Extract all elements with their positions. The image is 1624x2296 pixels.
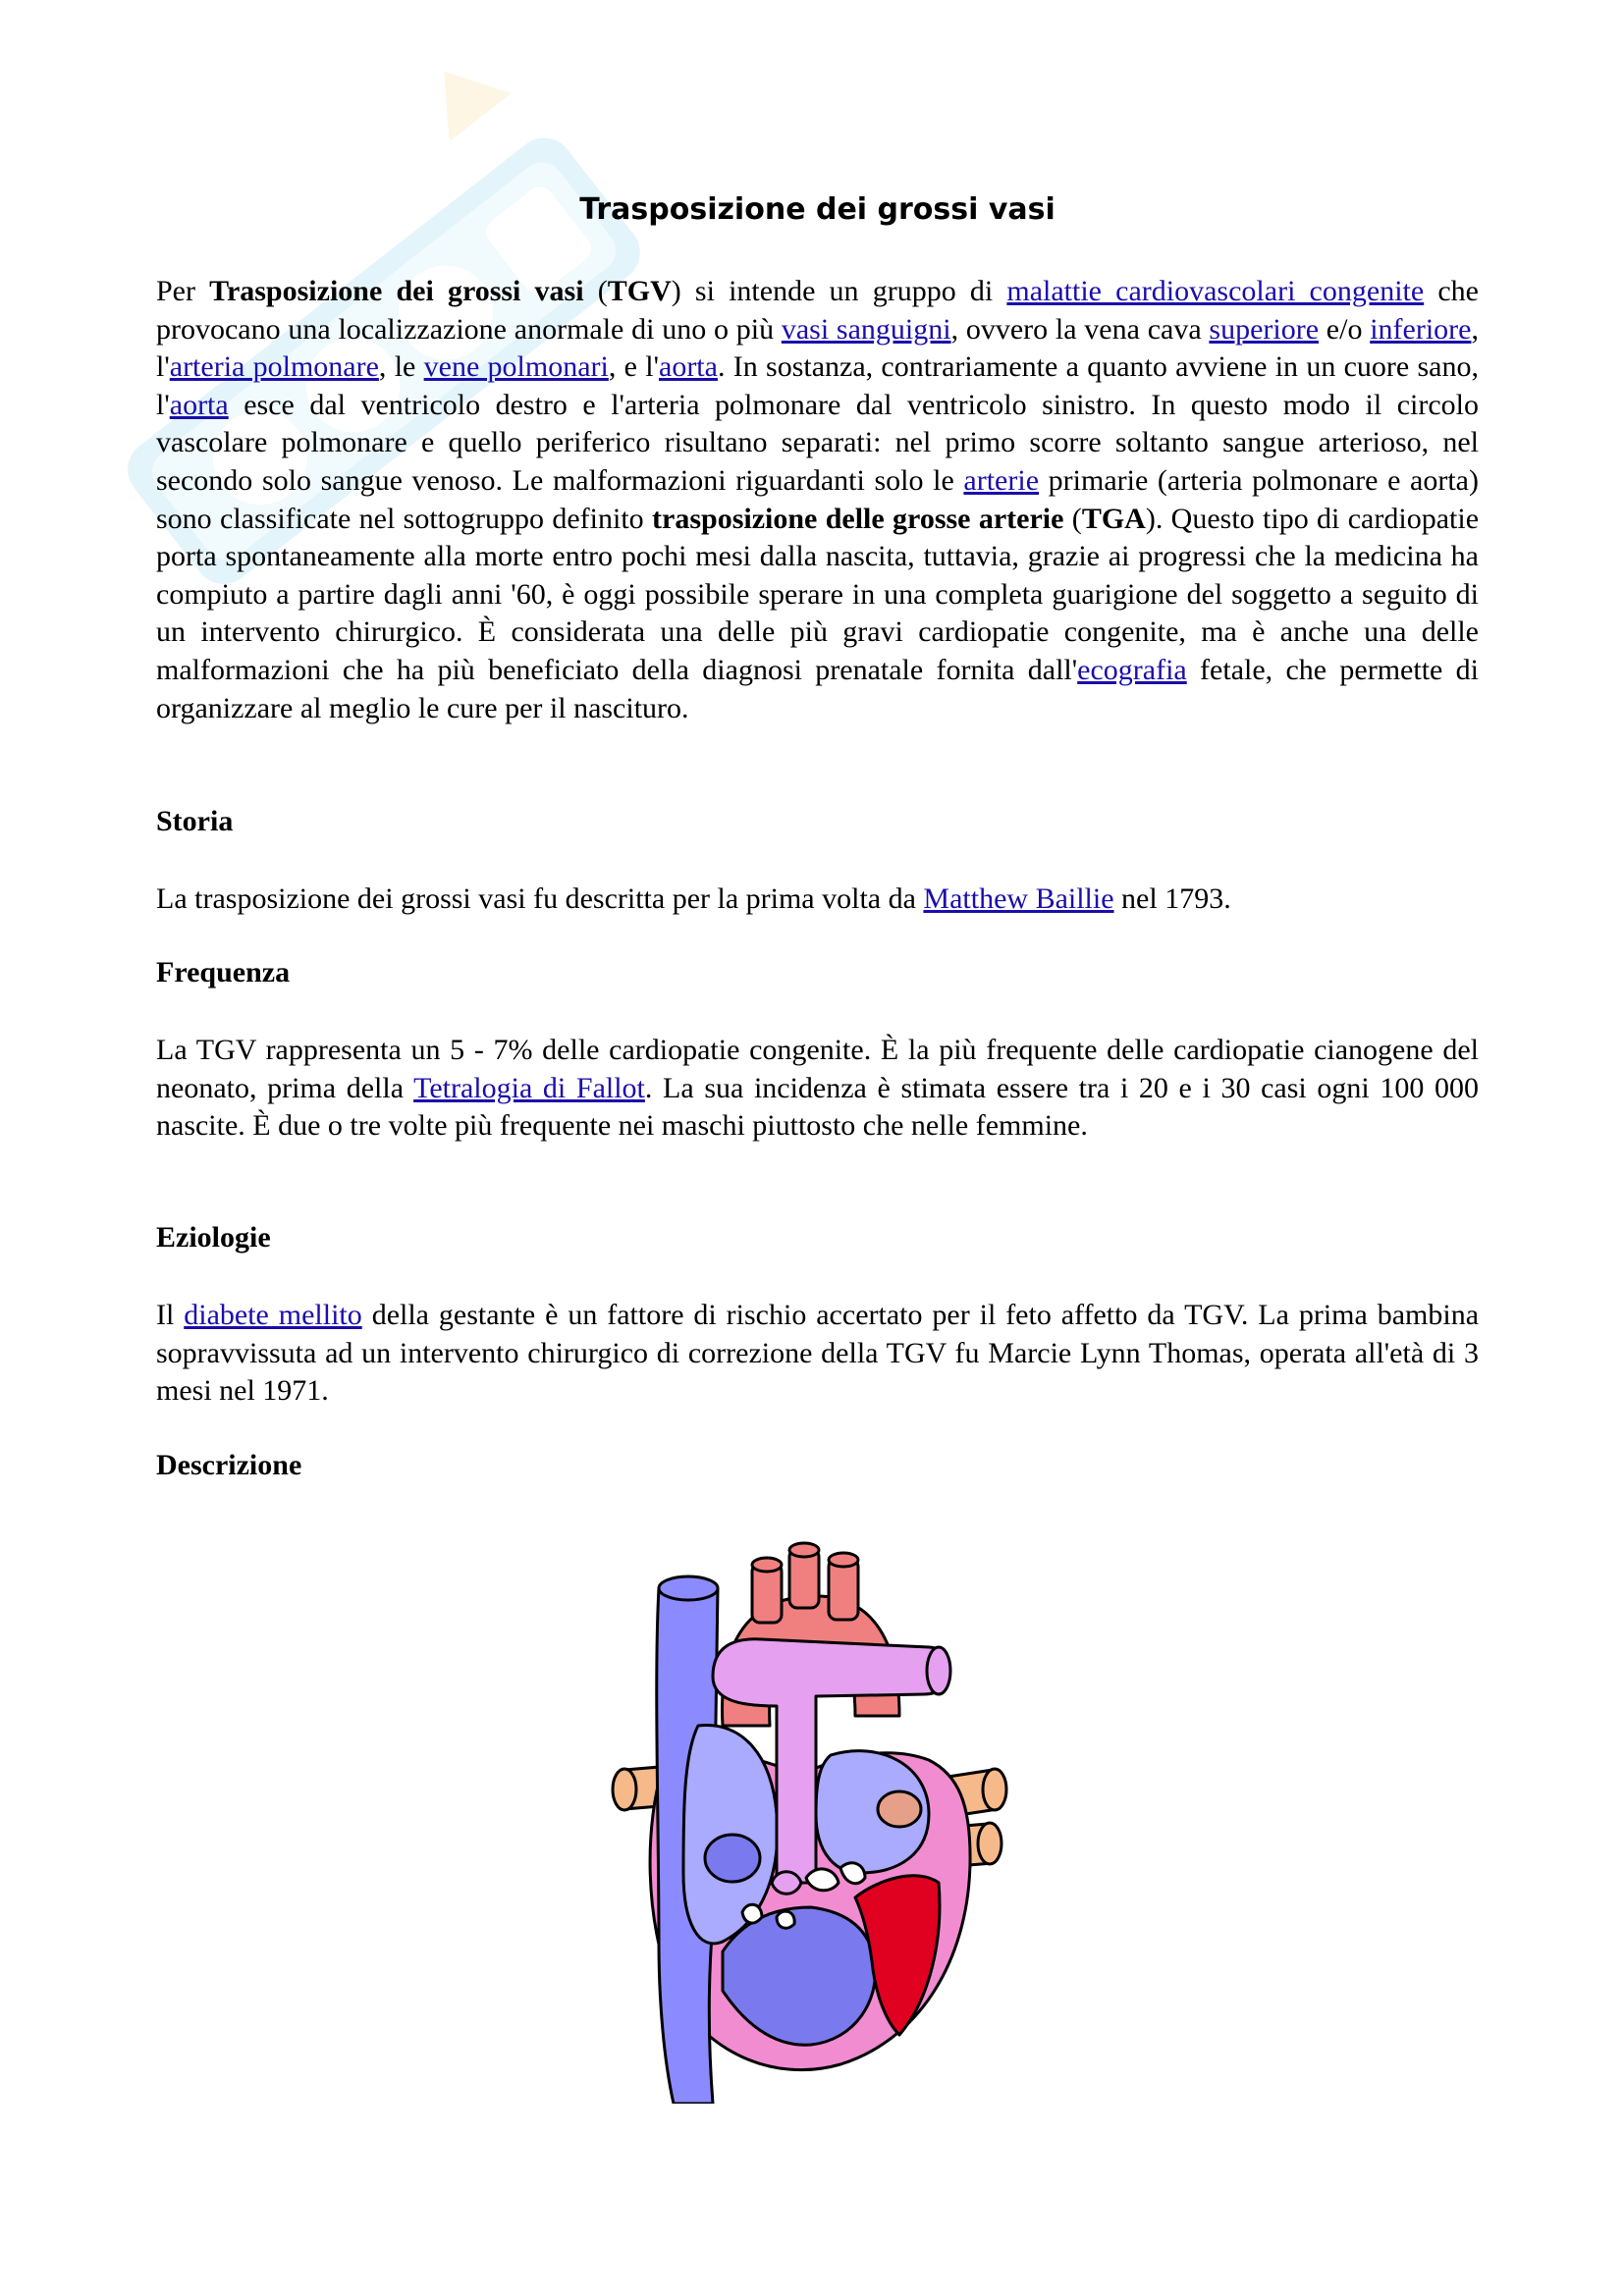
text-run: ). Questo tipo di cardiopatie porta spontaneamente alla morte entro pochi mesi dalla nascita, tuttavia, grazie ai progressi che la medicina ha compiuto a partire dagli anni '60, è oggi possibile sperare in una completa guarigione del soggetto a seguito di un intervento chirurgico. È considerata una delle più gravi cardiopatie congenite, ma è anche una delle malformazioni che ha più beneficiato della diagnosi prenatale fornita dall' <box>156 502 1480 686</box>
text-run: esce dal ventricolo destro e l'arteria polmonare dal ventricolo sinistro. In questo modo il circolo vascolare polmonare e quello periferico risultano separati: nel primo scorre soltanto sangue arterioso, nel secondo solo sangue venoso. Le malformazioni riguardanti solo le <box>156 388 1479 497</box>
valve-5 <box>777 1911 794 1928</box>
text-run: nel 1793. <box>1113 882 1231 915</box>
text-run: , le <box>378 350 424 384</box>
text-run: , l' <box>156 312 1479 384</box>
bold-term: trasposizione delle grosse arterie <box>652 502 1064 535</box>
link-superiore[interactable]: superiore <box>1209 312 1320 346</box>
heading-storia: Storia <box>156 805 234 837</box>
link-vene-polmonari[interactable]: vene polmonari <box>423 350 609 384</box>
link-aorta-2[interactable]: aorta <box>169 388 229 421</box>
text-run: che provocano una localizzazione anormale di uno o più <box>156 275 1479 346</box>
storia-paragraph <box>156 881 1479 919</box>
heart-diagram <box>605 1529 1017 2104</box>
heading-eziologie: Eziologie <box>156 1221 271 1254</box>
text-run: . In sostanza, contrariamente a quanto avviene in un cuore sano, l' <box>156 350 1479 421</box>
link-arterie[interactable]: arterie <box>963 463 1040 497</box>
link-tetralogia-di-fallot[interactable]: Tetralogia di Fallot <box>413 1071 645 1104</box>
bold-term: TGA <box>1081 502 1146 535</box>
text-run: , e l' <box>608 350 659 384</box>
text-run: primarie (arteria polmonare e aorta) sono classificate nel sottogruppo definito <box>156 463 1479 535</box>
link-ecografia[interactable]: ecografia <box>1077 653 1187 686</box>
text-run: ) si intende un gruppo di <box>671 275 1007 307</box>
link-matthew-baillie[interactable]: Matthew Baillie <box>923 882 1114 915</box>
text-run: , ovvero la vena cava <box>950 312 1210 346</box>
bold-term: TGV <box>607 275 672 307</box>
link-diabete-mellito[interactable]: diabete mellito <box>184 1299 362 1331</box>
valve-4 <box>742 1904 762 1923</box>
valve-2 <box>806 1869 839 1891</box>
text-run: Per <box>156 275 210 307</box>
page-title: Trasposizione dei grossi vasi <box>579 192 1056 227</box>
bold-term: Trasposizione dei grossi vasi <box>209 275 584 307</box>
text-run: La trasposizione dei grossi vasi fu descritta per la prima volta da <box>156 882 924 915</box>
text-run: fetale, che permette di organizzare al meglio le cure per il nascituro. <box>156 653 1479 724</box>
heading-frequenza: Frequenza <box>156 956 291 988</box>
valve-1 <box>772 1872 801 1895</box>
text-run: . La sua incidenza è stimata essere tra i 20 e i 30 casi ogni 100 000 nascite. È due o tre volte più frequente nei maschi piuttosto che nelle femmine. <box>156 1071 1479 1143</box>
link-inferiore[interactable]: inferiore <box>1370 312 1472 346</box>
link-malattie-cardiovascolari[interactable]: malattie cardiovascolari congenite <box>1006 275 1425 307</box>
heading-descrizione: Descrizione <box>156 1449 302 1481</box>
text-run: Il <box>156 1299 185 1331</box>
text-run: e/o <box>1319 312 1371 346</box>
intro-paragraph <box>156 273 1479 727</box>
atrium-opening <box>705 1835 760 1882</box>
eziologie-paragraph <box>156 1297 1479 1411</box>
text-run: ( <box>1063 502 1082 535</box>
text-run: ( <box>583 275 608 307</box>
text-run: della gestante è un fattore di rischio accertato per il feto affetto da TGV. La prima bambina sopravvissuta ad un intervento chirurgico di correzione della TGV fu Marcie Lynn Thomas, operata all'età di 3 mesi nel 1971. <box>156 1299 1480 1408</box>
link-arteria-polmonare[interactable]: arteria polmonare <box>169 350 379 384</box>
text-run: La TGV rappresenta un 5 - 7% delle cardiopatie congenite. È la più frequente delle cardiopatie cianogene del neonato, prima della <box>156 1034 1479 1104</box>
link-aorta[interactable]: aorta <box>659 350 718 384</box>
frequenza-paragraph <box>156 1032 1479 1146</box>
link-vasi-sanguigni[interactable]: vasi sanguigni <box>781 312 951 346</box>
